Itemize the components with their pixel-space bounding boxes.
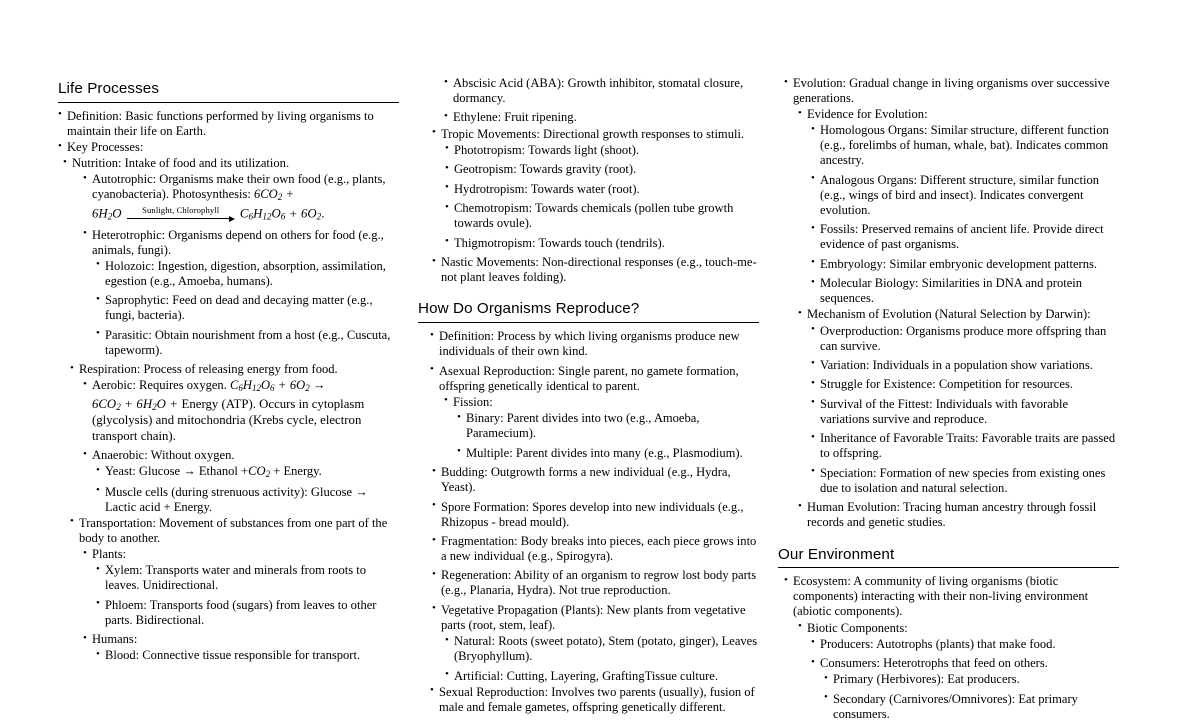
list-item — [58, 140, 398, 155]
bullet-icon: • — [83, 631, 87, 644]
list-item-text: + Energy. — [273, 464, 322, 479]
bullet-icon: • — [96, 647, 100, 660]
list-item — [811, 222, 1118, 252]
bullet-icon: • — [445, 200, 449, 213]
bullet-icon: • — [811, 396, 815, 409]
list-reproduction — [430, 329, 758, 393]
list-item — [96, 598, 398, 628]
list-item-text: Speciation: Formation of new species from existing ones due to isolation and natural selection. — [820, 465, 1106, 495]
list-item-text: Nutrition: Intake of food and its utilization. — [72, 156, 290, 171]
list-item — [432, 568, 758, 598]
list-respiration — [70, 362, 398, 377]
list-item — [96, 648, 398, 663]
section-spacer — [418, 286, 758, 300]
list-item-yeast — [96, 464, 398, 480]
list-item — [798, 107, 1118, 122]
list-item — [63, 156, 398, 171]
list-other-asexual — [432, 465, 758, 633]
bullet-icon: • — [63, 155, 67, 168]
list-item — [811, 358, 1118, 373]
bullet-icon: • — [445, 235, 449, 248]
math-subscript: 6 — [238, 383, 243, 394]
bullet-icon: • — [430, 363, 434, 376]
section-title-how-do-organisms-reproduce: How Do Organisms Reproduce? — [418, 300, 640, 318]
list-item — [83, 448, 398, 463]
math-subscript: 2 — [305, 383, 310, 394]
math-token: CO — [248, 464, 266, 479]
list-heterotrophic-types — [96, 259, 398, 358]
bullet-icon: • — [96, 597, 100, 610]
list-item-text: Xylem: Transports water and minerals from roots to leaves. Unidirectional. — [105, 563, 367, 593]
list-item-text: Lactic acid + Energy. — [105, 499, 213, 514]
bullet-icon: • — [83, 447, 87, 460]
list-item-text: Evidence for Evolution: — [807, 107, 928, 122]
aerobic-products-line — [92, 397, 398, 444]
list-item-muscle — [96, 485, 398, 515]
bullet-icon: • — [811, 256, 815, 269]
list-item — [811, 377, 1118, 392]
list-item-text: Biotic Components: — [807, 620, 908, 635]
list-item-text: Spore Formation: Spores develop into new individuals (e.g., Rhizopus - bread mould). — [441, 499, 744, 529]
bullet-icon: • — [83, 377, 87, 390]
bullet-icon: • — [83, 171, 87, 184]
math-subscript: 2 — [277, 192, 283, 203]
list-item-text: Sexual Reproduction: Involves two parents (usually), fusion of male and female gametes, offspring genetically different. — [439, 684, 755, 714]
list-tropism-types — [445, 143, 758, 251]
bullet-icon: • — [811, 465, 815, 478]
list-item-text: Definition: Process by which living organisms produce new individuals of their own kind. — [439, 329, 740, 359]
list-key-processes — [63, 156, 398, 171]
list-item — [70, 516, 398, 546]
bullet-icon: • — [811, 430, 815, 443]
bullet-icon: • — [798, 106, 802, 119]
bullet-icon: • — [811, 172, 815, 185]
list-item — [445, 143, 758, 158]
bullet-icon: • — [430, 684, 434, 697]
list-item-text: Natural: Roots (sweet potato), Stem (potato, ginger), Leaves (Bryophyllum). — [454, 634, 758, 664]
list-item — [432, 127, 758, 142]
bullet-icon: • — [457, 410, 461, 423]
bullet-icon: • — [824, 671, 828, 684]
list-item-text: Plants: — [92, 547, 127, 562]
list-item-text: Transportation: Movement of substances from one part of the body to another. — [79, 515, 388, 545]
list-vegetative-types — [445, 634, 758, 683]
list-item-text: Geotropism: Towards gravity (root). — [454, 162, 637, 177]
bullet-icon: • — [811, 655, 815, 668]
list-item-text: Nastic Movements: Non-directional responses (e.g., touch-me-not plant leaves folding). — [441, 255, 757, 285]
list-item-text: Vegetative Propagation (Plants): New plants from vegetative parts (root, stem, leaf). — [441, 602, 746, 632]
list-item-text: Regeneration: Ability of an organism to regrow lost body parts (e.g., Planaria, Hydra). Not true reproduction. — [441, 568, 757, 598]
bullet-icon: • — [824, 691, 828, 704]
list-item — [444, 110, 758, 125]
bullet-icon: • — [811, 636, 815, 649]
list-item-text: Parasitic: Obtain nourishment from a host (e.g., Cuscuta, tapeworm). — [105, 327, 391, 357]
list-anaerobic-types — [96, 464, 398, 514]
math-token: . — [321, 206, 325, 221]
list-item-aerobic — [83, 378, 398, 443]
list-item — [83, 228, 398, 258]
column-left — [58, 0, 398, 706]
list-item — [432, 603, 758, 633]
bullet-icon: • — [445, 668, 449, 681]
bullet-icon: • — [96, 484, 100, 497]
bullet-icon: • — [444, 394, 448, 407]
list-item-text: Phloem: Transports food (sugars) from leaves to other parts. Bidirectional. — [105, 597, 377, 627]
bullet-icon: • — [432, 254, 436, 267]
bullet-icon: • — [432, 464, 436, 477]
math-operator: + — [289, 206, 297, 221]
bullet-icon: • — [432, 567, 436, 580]
bullet-icon: • — [83, 227, 87, 240]
photosynthesis-equation — [92, 206, 398, 223]
math-subscript: 6 — [280, 211, 286, 222]
list-item — [432, 534, 758, 564]
list-consumer-types — [824, 672, 1118, 721]
list-item — [784, 574, 1118, 619]
list-item-text: Primary (Herbivores): Eat producers. — [833, 672, 1020, 687]
list-item — [96, 293, 398, 323]
math-token: Energy (ATP) — [181, 397, 253, 412]
list-biotic-components — [798, 621, 1118, 636]
list-life-processes — [58, 109, 398, 155]
bullet-icon: • — [798, 306, 802, 319]
list-item — [811, 466, 1118, 496]
list-mechanism-of-evolution — [798, 307, 1118, 322]
list-transport-humans — [83, 632, 398, 647]
list-item — [96, 328, 398, 358]
list-item-autotrophic — [83, 172, 398, 223]
list-item-text: Muscle cells (during strenuous activity): Glucose — [105, 484, 353, 499]
bullet-icon: • — [444, 75, 448, 88]
list-item — [457, 411, 758, 441]
list-item-text: Holozoic: Ingestion, digestion, absorption, assimilation, egestion (e.g., Amoeba, humans). — [105, 258, 386, 288]
list-item-text: Thigmotropism: Towards touch (tendrils). — [454, 235, 665, 250]
math-token: O — [112, 206, 122, 221]
list-item — [444, 76, 758, 106]
section-title-life-processes: Life Processes — [58, 80, 160, 97]
list-item-text: Variation: Individuals in a population show variations. — [820, 357, 1093, 372]
bullet-icon: • — [430, 328, 434, 341]
list-item-text: Fossils: Preserved remains of ancient life. Provide direct evidence of past organisms. — [820, 222, 1104, 252]
math-subscript: 2 — [265, 469, 271, 480]
list-item — [457, 446, 758, 461]
list-item-text: Blood: Connective tissue responsible for transport. — [105, 648, 361, 663]
list-item-text: Tropic Movements: Directional growth responses to stimuli. — [441, 126, 745, 141]
bullet-icon: • — [432, 499, 436, 512]
list-item — [83, 547, 398, 562]
list-evolution — [784, 76, 1118, 106]
bullet-icon: • — [445, 161, 449, 174]
math-token: H — [253, 206, 263, 221]
list-item — [798, 307, 1118, 322]
list-item — [824, 692, 1118, 722]
list-item-text: Budding: Outgrowth forms a new individual (e.g., Hydra, Yeast). — [441, 465, 731, 495]
list-item-text: Overproduction: Organisms produce more offspring than can survive. — [820, 323, 1107, 353]
list-item — [811, 324, 1118, 354]
list-environment — [784, 574, 1118, 619]
list-evidence-for-evolution — [798, 107, 1118, 122]
photosynthesis-reactants-inline — [254, 187, 294, 201]
list-transport-plants — [83, 547, 398, 562]
math-co2 — [248, 464, 270, 478]
bullet-icon: • — [432, 533, 436, 546]
bullet-icon: • — [445, 633, 449, 646]
list-item-text: Fission: — [453, 394, 493, 409]
section-rule — [58, 102, 399, 103]
section-title-our-environment: Our Environment — [778, 545, 895, 563]
aerobic-reactants — [230, 378, 325, 392]
list-item — [445, 634, 758, 664]
list-item-text: Ethylene: Fruit ripening. — [453, 110, 577, 125]
list-item-text: Phototropism: Towards light (shoot). — [454, 142, 640, 157]
math-subscript: 2 — [316, 211, 322, 222]
bullet-icon: • — [96, 292, 100, 305]
math-token: O — [271, 206, 281, 221]
bullet-icon: • — [96, 327, 100, 340]
math-subscript: 6 — [248, 211, 254, 222]
bullet-icon: • — [83, 546, 87, 559]
list-item-text: Homologous Organs: Similar structure, different function (e.g., forelimbs of human, whale, bat). Indicates common ancestry. — [820, 123, 1109, 168]
list-nastic-movements — [432, 255, 758, 285]
list-item — [798, 621, 1118, 636]
list-item — [811, 276, 1118, 306]
math-token: 6H — [136, 397, 153, 412]
list-item — [445, 182, 758, 197]
list-item — [58, 109, 398, 139]
bullet-icon: • — [798, 499, 802, 512]
bullet-icon: • — [811, 357, 815, 370]
list-item-text: Hydrotropism: Towards water (root). — [454, 181, 640, 196]
section-rule — [418, 322, 759, 323]
list-item-text: Multiple: Parent divides into many (e.g., Plasmodium). — [466, 445, 743, 460]
arrow-icon: → — [183, 464, 196, 479]
bullet-icon: • — [444, 109, 448, 122]
bullet-icon: • — [445, 142, 449, 155]
list-item — [430, 685, 758, 715]
list-item-text: Binary: Parent divides into two (e.g., Amoeba, Paramecium). — [466, 411, 700, 441]
arrow-shaft — [127, 215, 235, 223]
list-item-text: Yeast: Glucose — [105, 464, 181, 479]
bullet-icon: • — [70, 515, 74, 528]
list-item-text: Autotrophic: Organisms make their own food (e.g., plants, cyanobacteria). Photosynthesis: — [92, 172, 386, 202]
aerobic-products — [92, 397, 253, 411]
arrow-icon: → — [355, 484, 368, 499]
list-tropic-movements — [432, 127, 758, 142]
bullet-icon: • — [784, 75, 788, 88]
math-token: H — [242, 378, 252, 393]
reaction-arrow-icon — [127, 206, 235, 223]
column-right — [778, 0, 1118, 721]
math-token: 6CO — [92, 397, 117, 412]
arrow-icon: → — [312, 378, 326, 393]
math-operator: + — [286, 187, 294, 202]
math-subscript: 2 — [107, 211, 113, 222]
list-item-text: Key Processes: — [67, 140, 144, 155]
bullet-icon: • — [96, 463, 100, 476]
list-item — [798, 500, 1118, 530]
bullet-icon: • — [96, 258, 100, 271]
list-item — [811, 431, 1118, 461]
list-item-text: Anaerobic: Without oxygen. — [92, 448, 235, 463]
list-human-evolution — [798, 500, 1118, 530]
math-subscript: 2 — [116, 402, 121, 413]
list-item — [811, 637, 1118, 652]
math-operator: + — [170, 397, 178, 412]
list-item-text: Analogous Organs: Different structure, similar function (e.g., wings of bird and insect). Indicates convergent evolution. — [820, 172, 1099, 217]
list-evidence-items — [811, 123, 1118, 306]
list-item — [811, 656, 1118, 671]
bullet-icon: • — [96, 562, 100, 575]
bullet-icon: • — [811, 323, 815, 336]
list-item — [445, 236, 758, 251]
list-item-text: Producers: Autotrophs (plants) that make food. — [820, 636, 1056, 651]
list-item — [811, 123, 1118, 168]
bullet-icon: • — [811, 122, 815, 135]
math-token: 6CO — [254, 187, 278, 202]
list-item-text: Abscisic Acid (ABA): Growth inhibitor, stomatal closure, dormancy. — [453, 76, 744, 105]
list-item — [784, 76, 1118, 106]
list-item — [83, 632, 398, 647]
list-item — [430, 329, 758, 359]
bullet-icon: • — [432, 602, 436, 615]
list-sexual-reproduction — [430, 685, 758, 715]
list-human-transport — [96, 648, 398, 663]
list-item-text: Respiration: Process of releasing energy from food. — [79, 362, 338, 377]
list-item — [70, 362, 398, 377]
list-item-text: Ethanol + — [198, 464, 249, 479]
section-rule — [778, 567, 1119, 568]
math-operator: + — [125, 397, 133, 412]
list-item — [824, 672, 1118, 687]
bullet-icon: • — [811, 376, 815, 389]
list-fission-types — [457, 411, 758, 460]
list-item — [445, 162, 758, 177]
list-item-text: Secondary (Carnivores/Omnivores): Eat primary consumers. — [833, 691, 1078, 721]
list-item — [811, 173, 1118, 218]
math-token: O — [156, 397, 166, 412]
math-token: C — [239, 206, 249, 221]
math-token: C — [229, 378, 239, 393]
list-item — [432, 255, 758, 285]
list-item-text: Ecosystem: A community of living organisms (biotic components) interacting with their non-living environment (abiotic components). — [793, 574, 1089, 619]
list-item-text: Molecular Biology: Similarities in DNA and protein sequences. — [820, 276, 1083, 306]
list-item-text: Mechanism of Evolution (Natural Selection by Darwin): — [807, 307, 1091, 322]
list-item-text: Humans: — [92, 632, 138, 647]
list-item — [811, 257, 1118, 272]
list-item — [96, 563, 398, 593]
math-token: 6O — [301, 206, 317, 221]
list-item-text: Heterotrophic: Organisms depend on others for food (e.g., animals, fungi). — [92, 227, 384, 257]
list-item — [445, 201, 758, 231]
list-biotic-types — [811, 637, 1118, 671]
list-item-text: Fragmentation: Body breaks into pieces, each piece grows into a new individual (e.g., Spirogyra). — [441, 534, 757, 563]
math-token: O — [260, 378, 271, 393]
list-item-text: Human Evolution: Tracing human ancestry through fossil records and genetic studies. — [807, 500, 1097, 530]
list-plant-tissues — [96, 563, 398, 627]
list-natural-selection-steps — [811, 324, 1118, 496]
list-item-text: Asexual Reproduction: Single parent, no gamete formation, offspring genetically identical to parent. — [439, 363, 739, 393]
bullet-icon: • — [58, 108, 62, 121]
math-subscript: 2 — [152, 402, 157, 413]
list-item — [430, 364, 758, 394]
bullet-icon: • — [457, 445, 461, 458]
list-item-text: Saprophytic: Feed on dead and decaying matter (e.g., fungi, bacteria). — [105, 293, 373, 323]
bullet-icon: • — [811, 275, 815, 288]
arrow-label: Sunlight, Chlorophyll — [142, 205, 220, 216]
list-item-text: Artificial: Cutting, Layering, GraftingTissue culture. — [454, 668, 719, 683]
list-item — [432, 465, 758, 495]
bullet-icon: • — [811, 221, 815, 234]
math-token: 6H — [92, 206, 108, 221]
list-item — [444, 395, 758, 410]
list-item-text: Consumers: Heterotrophs that feed on others. — [820, 656, 1048, 671]
bullet-icon: • — [798, 620, 802, 633]
bullet-icon: • — [432, 126, 436, 139]
math-token: 6O — [289, 378, 306, 393]
list-item-text: Inheritance of Favorable Traits: Favorable traits are passed to offspring. — [820, 431, 1116, 461]
section-spacer — [778, 532, 1118, 546]
list-asexual-types — [444, 395, 758, 410]
list-item-text: . Occurs in cytoplasm (glycolysis) and mitochondria (Krebs cycle, electron transport chain). — [92, 397, 365, 443]
list-item-text: Survival of the Fittest: Individuals with favorable variations survive and reproduce. — [820, 396, 1069, 426]
math-subscript: 6 — [270, 383, 275, 394]
bullet-icon: • — [445, 181, 449, 194]
math-subscript: 12 — [251, 383, 261, 394]
list-item-text: Chemotropism: Towards chemicals (pollen tube growth towards ovule). — [454, 201, 734, 231]
list-item-text: Evolution: Gradual change in living organisms over successive generations. — [793, 76, 1110, 105]
list-nutrition-types — [83, 172, 398, 257]
list-respiration-types — [83, 378, 398, 463]
list-item — [811, 397, 1118, 427]
list-transportation — [70, 516, 398, 546]
column-middle — [418, 0, 758, 714]
math-operator: + — [278, 378, 286, 393]
list-plant-hormones-continued — [444, 76, 758, 125]
bullet-icon: • — [784, 573, 788, 586]
bullet-icon: • — [58, 139, 62, 152]
list-item — [96, 259, 398, 289]
list-item-text: Definition: Basic functions performed by living organisms to maintain their life on Earth. — [67, 108, 374, 138]
math-subscript: 12 — [262, 211, 272, 222]
bullet-icon: • — [70, 361, 74, 374]
list-item-text: Embryology: Similar embryonic development patterns. — [820, 256, 1098, 271]
list-item-text: Aerobic: Requires oxygen. — [92, 378, 227, 393]
list-item — [445, 669, 758, 684]
list-item — [432, 500, 758, 530]
list-item-text: Struggle for Existence: Competition for resources. — [820, 377, 1073, 392]
